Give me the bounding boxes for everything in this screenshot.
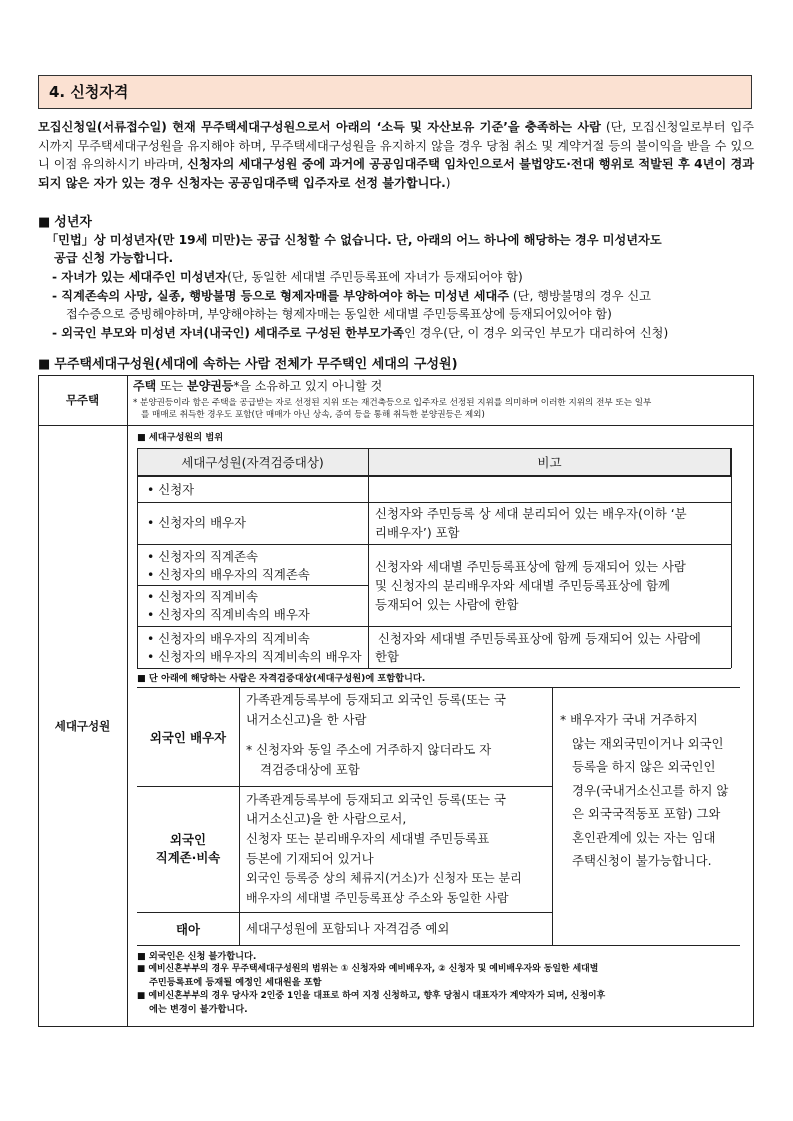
scope-row-spouse-descendant-1: • 신청자의 배우자의 직계비속 [147, 631, 310, 646]
foreign-spouse-text-1: 가족관계등록부에 등재되고 외국인 등록(또는 국 [246, 692, 506, 707]
intro-end: ) [445, 175, 451, 190]
adult-item-2: - 직계존속의 사망, 실종, 행방불명 등으로 형제자매를 부양하여야 하는 미성년 세대주 (단, 행방불명의 경우 신고 [52, 289, 651, 303]
foreign-lineal-text-6: 배우자의 세대별 주민등록표상 주소와 동일한 사람 [246, 891, 509, 905]
fetus-label: 태아 [176, 921, 200, 937]
scope-row-ascendant-2: • 신청자의 배우자의 직계존속 [147, 567, 310, 582]
foreign-spouse-text-4: 격검증대상에 포함 [260, 762, 360, 777]
scope-head-left: 세대구성원(자격검증대상) [181, 455, 324, 470]
foreign-lineal-text-4: 등본에 기재되어 있거나 [246, 851, 374, 866]
no-house-note-1: * 분양권등이라 함은 주택을 공급받는 자로 선정된 지위 또는 재건축등으로 입주자로 선정된 지위를 의미하며 이러한 지위의 전부 또는 일부 [133, 398, 652, 408]
member-label: 세대구성원 [54, 719, 111, 733]
adult-item-1: - 자녀가 있는 세대주인 미성년자(단, 동일한 세대별 주민등록표에 자녀가 등재되어야 함) [52, 270, 523, 284]
scope-row-ascendant-1: • 신청자의 직계존속 [147, 549, 258, 564]
square-bullet-icon: ■ [38, 215, 51, 230]
scope-row-spouse-note-1: 신청자와 주민등록 상 세대 분리되어 있는 배우자(이하 ‘분 [375, 506, 687, 521]
foreign-lineal-text-3: 신청자 또는 분리배우자의 세대별 주민등록표 [246, 831, 490, 846]
scope-row-spouse: • 신청자의 배우자 [147, 515, 246, 530]
scope-row-descendant-2: • 신청자의 직계비속의 배우자 [147, 607, 310, 622]
intro-paragraph [38, 118, 754, 192]
included-title: ■ 단 아래에 해당하는 사람은 자격검증대상(세대구성원)에 포함합니다. [137, 673, 426, 684]
foreign-lineal-text-1: 가족관계등록부에 등재되고 외국인 등록(또는 국 [246, 792, 506, 807]
fetus-text: 세대구성원에 포함되나 자격검증 예외 [246, 921, 450, 936]
note-2-cont: 주민등록표에 등재될 예정인 세대원을 포함 [149, 977, 322, 988]
scope-row-spouse-descendant-2: • 신청자의 배우자의 직계비속의 배우자 [147, 649, 362, 664]
adult-item-2-cont: 접수증으로 증빙해야하며, 부양해야하는 형제자매는 동일한 세대별 주민등록표상에 등재되어있어야 함) [66, 307, 612, 321]
scope-title: ■ 세대구성원의 범위 [137, 432, 224, 443]
foreign-spouse-label: 외국인 배우자 [149, 729, 227, 745]
foreign-spouse-text-3: * 신청자와 동일 주소에 거주하지 않더라도 자 [246, 742, 492, 757]
square-bullet-icon: ■ [38, 357, 51, 372]
scope-head-right: 비고 [537, 455, 562, 470]
scope-row-spouse-descendant-note-2: 한함 [375, 649, 399, 664]
intro-bold-2: 신청자의 세대구성원 중에 과거에 공공임대주택 임차인으로서 불법양도·전대 행위로 적발된 후 4년이 경과되지 않은 자가 있는 경우 신청자는 공공임대주택 입주자로 선정 불가합니다. [38, 157, 755, 190]
section-title: 4. 신청자격 [38, 75, 752, 109]
intro-normal-1: (단, 모집신청일로부터 입주 시까지 무주택세대구성원을 유지해야 하며, 무주택세대구성원을 유지하지 않을 경우 당첨 취소 및 계약거절 등의 불이익을 받을 수 있으니 이점 유의하시기 바라며, [38, 120, 754, 172]
scope-row-descendant-1: • 신청자의 직계비속 [147, 589, 258, 604]
adult-line-1: 「민법」상 미성년자(만 19세 미만)는 공급 신청할 수 없습니다. 단, 아래의 어느 하나에 해당하는 경우 미성년자도 [46, 233, 662, 247]
foreign-lineal-text-5: 외국인 등록증 상의 체류지(거소)가 신청자 또는 분리 [246, 871, 522, 885]
note-3: ■ 예비신혼부부의 경우 당사자 2인중 1인을 대표로 하여 지정 신청하고, 향후 당첨시 대표자가 계약자가 되며, 신청이후 [137, 991, 606, 1001]
intro-bold-1: 모집신청일(서류접수일) 현재 무주택세대구성원으로서 아래의 ‘소득 및 자산보유 기준’을 충족하는 사람 [38, 120, 601, 134]
note-3-cont: 에는 변경이 불가합니다. [149, 1004, 248, 1015]
scope-row-spouse-descendant-note-1: 신청자와 세대별 주민등록표상에 함께 등재되어 있는 사람에 [378, 631, 701, 646]
scope-row-spouse-note-2: 리배우자’) 포함 [375, 525, 460, 540]
foreign-lineal-text-2: 내거소신고)을 한 사람으로서, [246, 811, 407, 826]
scope-row-applicant: • 신청자 [147, 482, 195, 497]
no-house-label: 무주택 [65, 393, 100, 407]
scope-row-lineal-note-2: 및 신청자의 분리배우자와 세대별 주민등록표상에 함께 [375, 578, 670, 593]
foreign-spouse-text-2: 내거소신고)을 한 사람 [246, 712, 367, 727]
side-note: * 배우자가 국내 거주하지 않는 재외국민이거나 외국인 등록을 하지 않은 외국인인 경우(국내거소신고를 하지 않 은 외국국적동포 포함) 그와 혼인관계에 있는 자는 임대 주택신청이 불가능합니다. [560, 712, 729, 868]
scope-row-lineal-note-1: 신청자와 세대별 주민등록표상에 함께 등재되어 있는 사람 [375, 559, 686, 574]
adult-line-2: 공급 신청 가능합니다. [54, 251, 174, 265]
no-house-note-2: 를 매매로 취득한 경우도 포함(단 매매가 아닌 상속, 증여 등을 통해 취득한 분양권등은 제외) [141, 410, 485, 420]
note-2: ■ 예비신혼부부의 경우 무주택세대구성원의 범위는 ① 신청자와 예비배우자, ② 신청자 및 예비배우자와 동일한 세대별 [137, 964, 599, 974]
scope-row-lineal-note-3: 등재되어 있는 사람에 한함 [375, 597, 519, 612]
household-heading: ■ 무주택세대구성원(세대에 속하는 사람 전체가 무주택인 세대의 구성원) [38, 357, 458, 372]
no-house-text: 주택 또는 분양권등*을 소유하고 있지 아니할 것 [133, 379, 383, 393]
adult-item-3: - 외국인 부모와 미성년 자녀(내국인) 세대주로 구성된 한부모가족인 경우(단, 이 경우 외국인 부모가 대리하여 신청) [52, 326, 669, 340]
adult-heading: ■ 성년자 [38, 215, 92, 230]
foreign-lineal-label: 외국인 직계존·비속 [155, 832, 221, 865]
note-1: ■ 외국인은 신청 불가합니다. [137, 951, 257, 962]
